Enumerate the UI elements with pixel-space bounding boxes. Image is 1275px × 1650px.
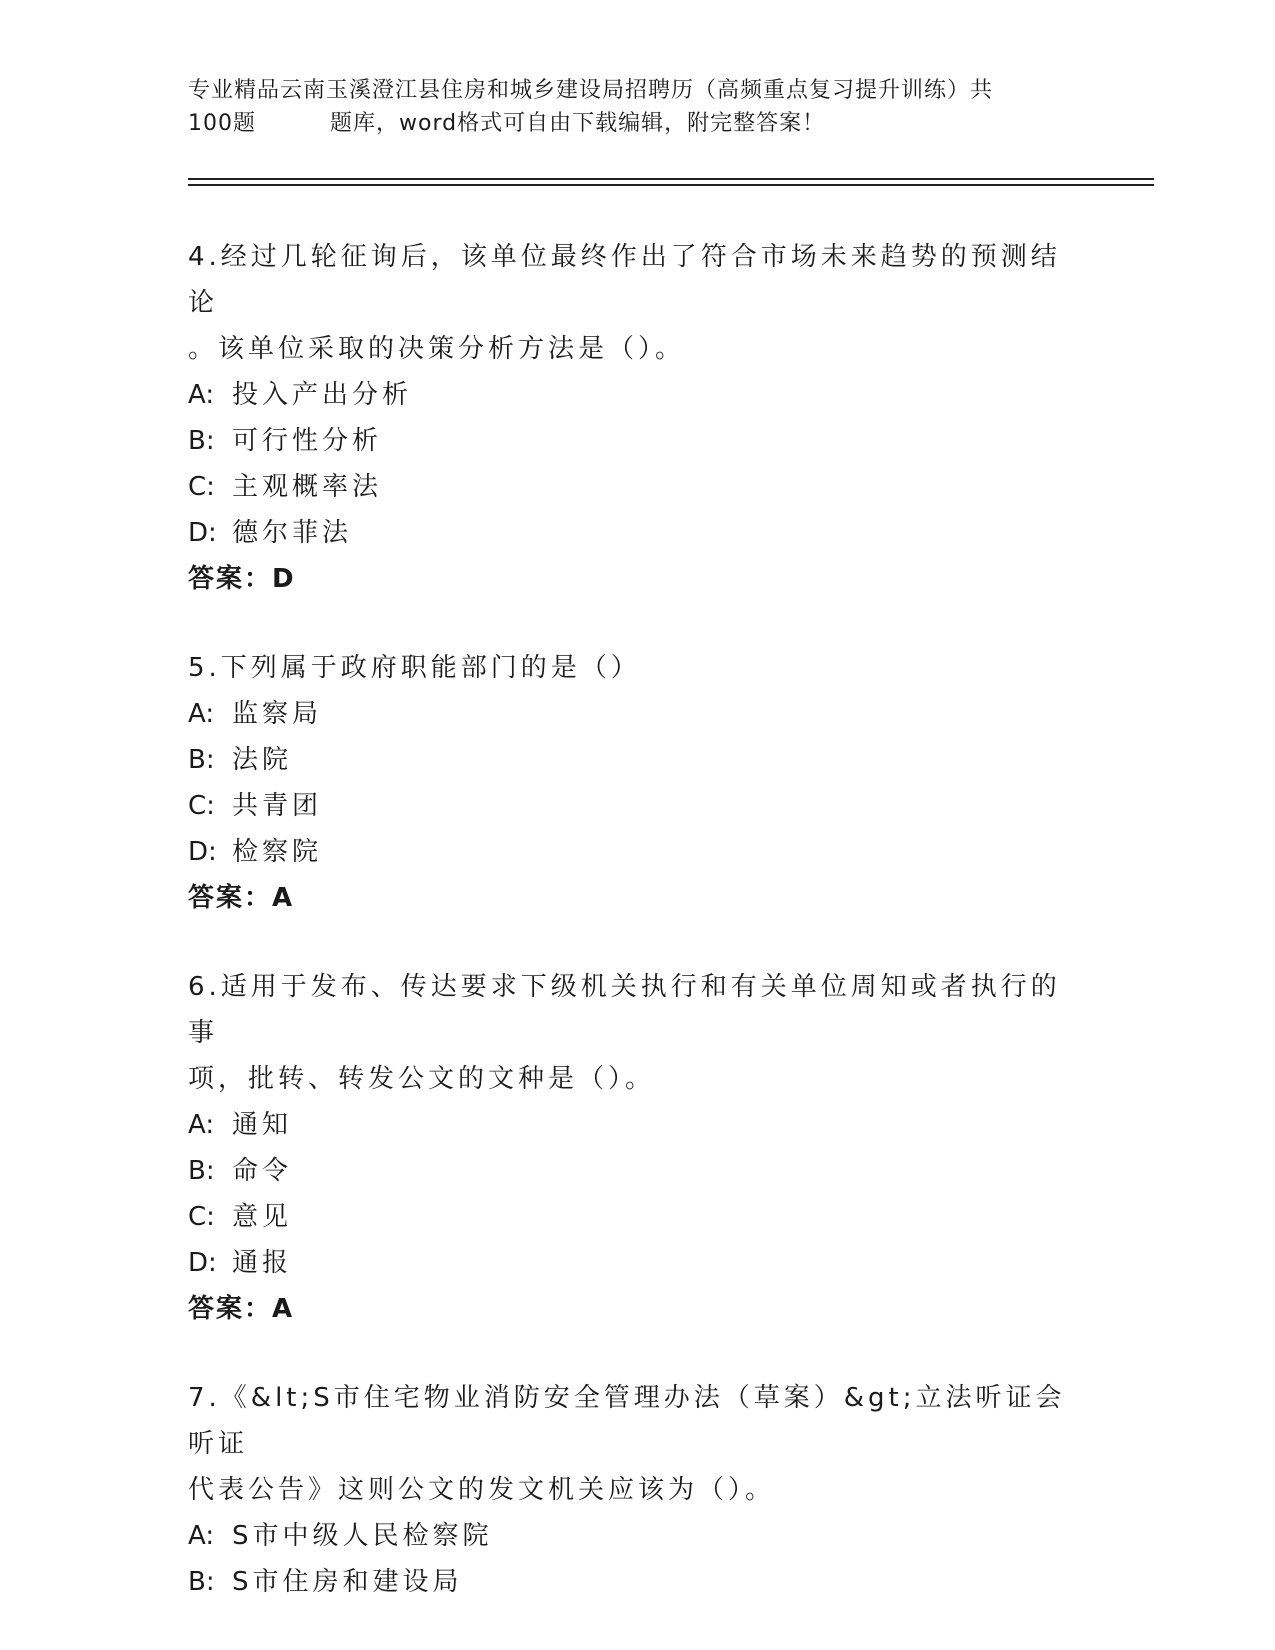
option-text: 意见 bbox=[232, 1202, 293, 1232]
question-7 bbox=[188, 1375, 1088, 1605]
option-key: C: bbox=[188, 472, 215, 502]
document-header bbox=[188, 74, 1068, 140]
option-a bbox=[188, 1102, 1088, 1148]
option-key: A: bbox=[188, 380, 215, 410]
option-key: B: bbox=[188, 426, 215, 456]
option-text: 主观概率法 bbox=[232, 472, 383, 502]
option-key: A: bbox=[188, 1110, 215, 1140]
option-c bbox=[188, 464, 1088, 510]
option-text: 共青团 bbox=[232, 791, 323, 821]
question-5 bbox=[188, 645, 1088, 921]
option-text: 法院 bbox=[232, 745, 293, 775]
option-text: S市中级人民检察院 bbox=[232, 1521, 493, 1551]
header-title-line2 bbox=[188, 107, 1068, 140]
option-text: 投入产出分析 bbox=[232, 380, 413, 410]
option-key: B: bbox=[188, 1156, 215, 1186]
question-4 bbox=[188, 234, 1088, 602]
option-text: 检察院 bbox=[232, 837, 323, 867]
answer-label: 答案：D bbox=[188, 564, 296, 594]
option-d bbox=[188, 1240, 1088, 1286]
option-c bbox=[188, 783, 1088, 829]
option-a bbox=[188, 1513, 1088, 1559]
option-b bbox=[188, 737, 1088, 783]
header-divider-bottom bbox=[188, 184, 1154, 186]
option-key: D: bbox=[188, 518, 217, 548]
question-stem-continued: 项，批转、转发公文的文种是（）。 bbox=[188, 1064, 656, 1094]
question-6 bbox=[188, 964, 1088, 1332]
question-stem-continued: 。该单位采取的决策分析方法是（）。 bbox=[188, 334, 686, 364]
header-title-line1: 专业精品云南玉溪澄江县住房和城乡建设局招聘历（高频重点复习提升训练）共 bbox=[188, 78, 994, 103]
option-b bbox=[188, 418, 1088, 464]
option-key: A: bbox=[188, 699, 215, 729]
question-count: 100题 bbox=[188, 111, 256, 136]
option-a bbox=[188, 372, 1088, 418]
option-key: B: bbox=[188, 1567, 215, 1597]
option-text: 可行性分析 bbox=[232, 426, 383, 456]
question-stem: 7.《&lt;S市住宅物业消防安全管理办法（草案）&gt;立法听证会听证 bbox=[188, 1383, 1066, 1459]
answer-label: 答案：A bbox=[188, 1294, 295, 1324]
option-d bbox=[188, 829, 1088, 875]
option-key: C: bbox=[188, 791, 215, 821]
option-key: A: bbox=[188, 1521, 215, 1551]
option-key: D: bbox=[188, 1248, 217, 1278]
question-list bbox=[188, 234, 1088, 1648]
option-b bbox=[188, 1148, 1088, 1194]
question-stem-continued: 代表公告》这则公文的发文机关应该为（）。 bbox=[188, 1475, 776, 1505]
option-d bbox=[188, 510, 1088, 556]
header-divider-top bbox=[188, 178, 1154, 180]
option-text: 监察局 bbox=[232, 699, 323, 729]
question-stem: 5.下列属于政府职能部门的是（） bbox=[188, 653, 641, 683]
header-subtitle: 题库，word格式可自由下载编辑，附完整答案！ bbox=[330, 111, 826, 136]
option-b bbox=[188, 1559, 1088, 1605]
option-text: S市住房和建设局 bbox=[232, 1567, 463, 1597]
question-stem: 4.经过几轮征询后，该单位最终作出了符合市场未来趋势的预测结论 bbox=[188, 242, 1061, 318]
option-key: D: bbox=[188, 837, 217, 867]
option-text: 通报 bbox=[232, 1248, 293, 1278]
option-text: 命令 bbox=[232, 1156, 293, 1186]
option-text: 通知 bbox=[232, 1110, 293, 1140]
option-c bbox=[188, 1194, 1088, 1240]
question-stem: 6.适用于发布、传达要求下级机关执行和有关单位周知或者执行的事 bbox=[188, 972, 1061, 1048]
option-key: B: bbox=[188, 745, 215, 775]
answer-label: 答案：A bbox=[188, 883, 295, 913]
option-a bbox=[188, 691, 1088, 737]
option-key: C: bbox=[188, 1202, 215, 1232]
option-text: 德尔菲法 bbox=[232, 518, 353, 548]
